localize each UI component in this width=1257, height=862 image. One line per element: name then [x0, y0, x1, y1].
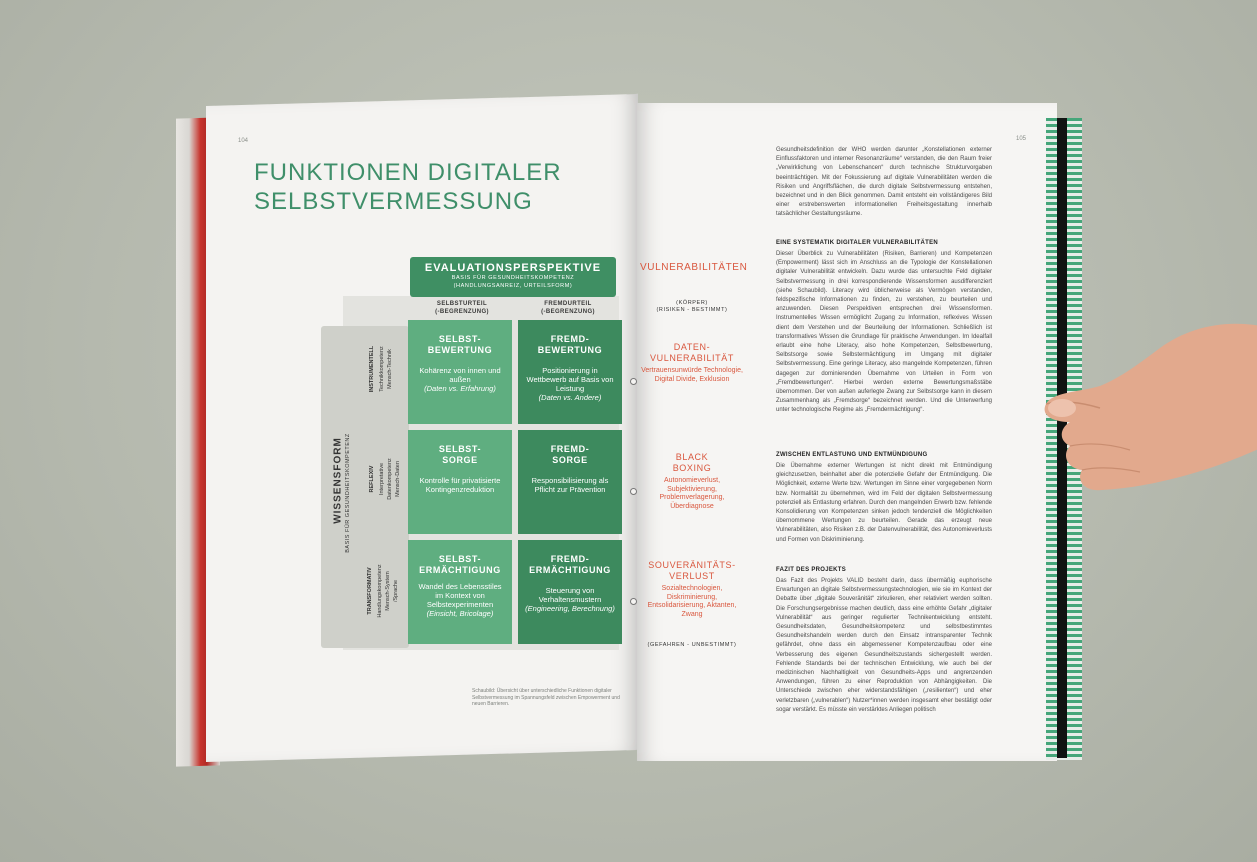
- connector-dot: [630, 378, 637, 385]
- side-title: WISSENSFORM: [332, 437, 344, 524]
- evaluation-header: EVALUATIONSPERSPEKTIVE BASIS FÜR GESUNDHEITSKOMPETENZ (HANDLUNGSANREIZ, URTEILSFORM): [410, 257, 616, 297]
- cell-fremd-bewertung: FREMD- BEWERTUNG Positionierung in Wettbewerb auf Basis von Leistung (Daten vs. Andere): [518, 320, 622, 424]
- row-sub-instrumentell-2: Mensch-Technik: [387, 349, 393, 389]
- paragraph-entlastung: Die Übernahme externer Wertungen ist nicht direkt mit Entmündigung gleichzusetzen, beinhaltet aber die potenzielle Gefahr der Entmündigung. Die Möglichkeit, externe Werte bzw. Wertungen im Sinne einer vorgegebenen Norm bzw. Normalität zu übernehmen, wird im Feld der digitalen Selbstvermessung potenziell als Entlastung erfahren. Durch den mangelnden Erwerb bzw. fehlende Konsolidierung von Kompetenzen sinken jedoch tendenziell die Möglichkeiten übernommene Wertungen zu beurteilen. Gerade das erzeugt neue Vulnerabilitäten, also Risiken z.B. der Datenvulnerabilität, des Autonomieverlusts und Formen von Diskriminierung.: [776, 463, 992, 543]
- row-sub-reflexiv-1: Interpretative: [379, 462, 385, 496]
- vulnerabilities-top-label: (KÖRPER) (RISIKEN - BESTIMMT): [656, 300, 728, 313]
- cell-selbst-ermaechtigung: SELBST- ERMÄCHTIGUNG Wandel des Lebensstiles im Kontext von Selbstexperimenten (Einsicht, Bricolage): [408, 540, 512, 644]
- row-sub-instrumentell-1: Technikkompetenz: [379, 346, 385, 392]
- row-sub-transformativ-2: Mensch-System: [385, 571, 391, 611]
- cell-selbst-sorge: SELBST- SORGE Kontrolle für privatisierte Kontingenzreduktion: [408, 430, 512, 534]
- heading-systematik: EINE SYSTEMATIK DIGITALER VULNERABILITÄTEN: [776, 240, 939, 246]
- row-sub-transformativ-3: /Sprache: [393, 580, 399, 603]
- cell-fremd-sorge: FREMD- SORGE Responsibilisierung als Pflicht zur Prävention: [518, 430, 622, 534]
- page-title: FUNKTIONEN DIGITALER SELBSTVERMESSUNG: [254, 159, 562, 215]
- vuln-souveraenitaet: SOUVERÄNITÄTS- VERLUST Sozialtechnologien, Diskriminierung, Entsolidarisierung, Aktanten, Zwang: [647, 560, 737, 618]
- heading-entlastung: ZWISCHEN ENTLASTUNG UND ENTMÜNDIGUNG: [776, 452, 928, 458]
- vuln-daten: DATEN- VULNERABILITÄT Vertrauensunwürde Technologie, Digital Divide, Exklusion: [641, 342, 743, 383]
- connector-dot: [630, 488, 637, 495]
- vulnerabilities-bottom-label: (GEFAHREN - UNBESTIMMT): [647, 642, 737, 648]
- left-page-number: 104: [238, 138, 249, 144]
- paragraph-systematik: Dieser Überblick zu Vulnerabilitäten (Risiken, Barrieren) und Kompetenzen (Empowerment) lässt sich im Anschluss an die Typologie der Konstellationen digitaler Vulnerabilität entwickeln. Dazu wurde das untersuchte Feld digitaler Selbstvermessung in drei korrespondierende Wissensformen ausdifferenziert (siehe Schaubild). Literacy wird üblicherweise als Vermögen verstanden, feldspezifische Informationen zu finden, zu verstehen, zu beurteilen und anzuwenden. Diesen Perspektiven entsprechen drei Wissensformen. Instrumentelles Wissen ermöglicht Zugang zu Information, reflexives Wissen dient dem Verstehen und der Beurteilung der Informationen. Schließlich ist transformatives Wissen die Grundlage für praktische Anwendungen. Im Idealfall erlaubt eine hohe Literacy, also hohe Kompetenzen, Selbstbewertung, Selbstsorge sowie Selbstermächtigung im Umgang mit digitaler Selbstvermessung. Eine geringe Literacy, also mangelnde Kompetenzen, führen dagegen zur dominierenden Übernahme von Urteilen in Form von „Fremdbewertungen“. Hierbei werden externe Bewertungsmaßstäbe übernommen. Der von außen auferlegte Zwang zur Selbstsorge kann in diesem Zusammenhang als „Fremdsorge“ bezeichnet werden. Und die Unterwerfung unter technologische Regime als „Fremdermächtigung“.: [776, 251, 992, 414]
- row-label-instrumentell: INSTRUMENTELL: [369, 345, 375, 393]
- row-label-reflexiv: REFLEXIV: [369, 465, 375, 493]
- column-header-external: FREMDURTEIL (-BEGRENZUNG): [541, 301, 595, 315]
- side-subtitle: BASIS FÜR GESUNDHEITSKOMPETENZ: [345, 433, 351, 553]
- column-header-self: SELBSTURTEIL (-BEGRENZUNG): [435, 301, 489, 315]
- right-intro-paragraph: Gesundheitsdefinition der WHO werden darunter „Konstellationen externer Einflussfaktoren und interner Resonanzräume“ verstanden, die den Raum freier „Verwirklichung von Lebenschancen“ durch technische Strukturvorgaben beeinträchtigen. Mit der Fokussierung auf digitale Vulnerabilitäten werden die Risiken und Angriffsflächen, die durch digitale Selbstvermessung entstehen, bezeichnet und in den Blick genommen. Damit entsteht ein vollständigeres Bild einer erstrebenswerten informationellen Freiheitsgestaltung innerhalb tatsächlicher Gestaltungsräume.: [776, 147, 992, 218]
- right-page-number: 105: [1016, 136, 1027, 142]
- diagram-caption: Schaubild: Übersicht über unterschiedliche Funktionen digitaler Selbstvermessung im Spannungsfeld zwischen Empowerment und neuen Barrieren.: [472, 688, 620, 707]
- vulnerabilities-title: VULNERABILITÄTEN: [640, 262, 748, 273]
- cell-fremd-ermaechtigung: FREMD- ERMÄCHTIGUNG Steuerung von Verhaltensmustern (Engineering, Berechnung): [518, 540, 622, 644]
- heading-fazit: FAZIT DES PROJEKTS: [776, 567, 847, 573]
- cell-selbst-bewertung: SELBST- BEWERTUNG Kohärenz von innen und außen (Daten vs. Erfahrung): [408, 320, 512, 424]
- row-sub-reflexiv-2: Datenkompetenz: [387, 458, 393, 500]
- paragraph-fazit: Das Fazit des Projekts VALID besteht darin, dass übermäßig euphorische Erwartungen an digitale Selbstvermessungstechnologien, wie sie im Kontext der Debatte über „digitale Souveränität“ zirkulieren, eher relativiert werden sollten. Die Forschungsergebnisse machen deutlich, dass eine erhöhte Gefahr „digitaler Vulnerabilität“ aus geringer regulierter Technikentwicklung entsteht. Gesundheitsdaten, Gesundheitskompetenz und selbstbestimmtes Gesundheitshandeln werden durch den Einsatz intransparenter Technik gefährdet, ohne dass ein abgemessener Kompetenzaufbau oder eine Verbesserung des eigenen Gesundheitszustands sichergestellt werden. Fehlende Standards bei der technischen Entwicklung, wie auch bei der medizinischen Nachhaltigkeit von Gesundheits-Apps und angrenzenden Anwendungen, führen zu einer Reproduktion von Abhängigkeiten. Die Unterschiede zwischen eher widerstandsfähigen („resilienten“) und eher verletzbaren („vulnerablen“) Nutzer*innen werden insgesamt eher bestätigt oder sogar verstärkt. Es müsste ein verstärktes Anliegen politisch: [776, 578, 992, 713]
- hand: [1040, 318, 1257, 498]
- vuln-black-boxing: BLACK BOXING Autonomieverlust, Subjektivierung, Problemverlagerung, Überdiagnose: [659, 452, 725, 510]
- row-label-transformativ: TRANSFORMATIV: [367, 567, 373, 615]
- connector-dot: [630, 598, 637, 605]
- row-sub-transformativ-1: Handlungskompetenz: [377, 564, 383, 618]
- row-sub-reflexiv-3: Mensch-Daten: [395, 461, 401, 497]
